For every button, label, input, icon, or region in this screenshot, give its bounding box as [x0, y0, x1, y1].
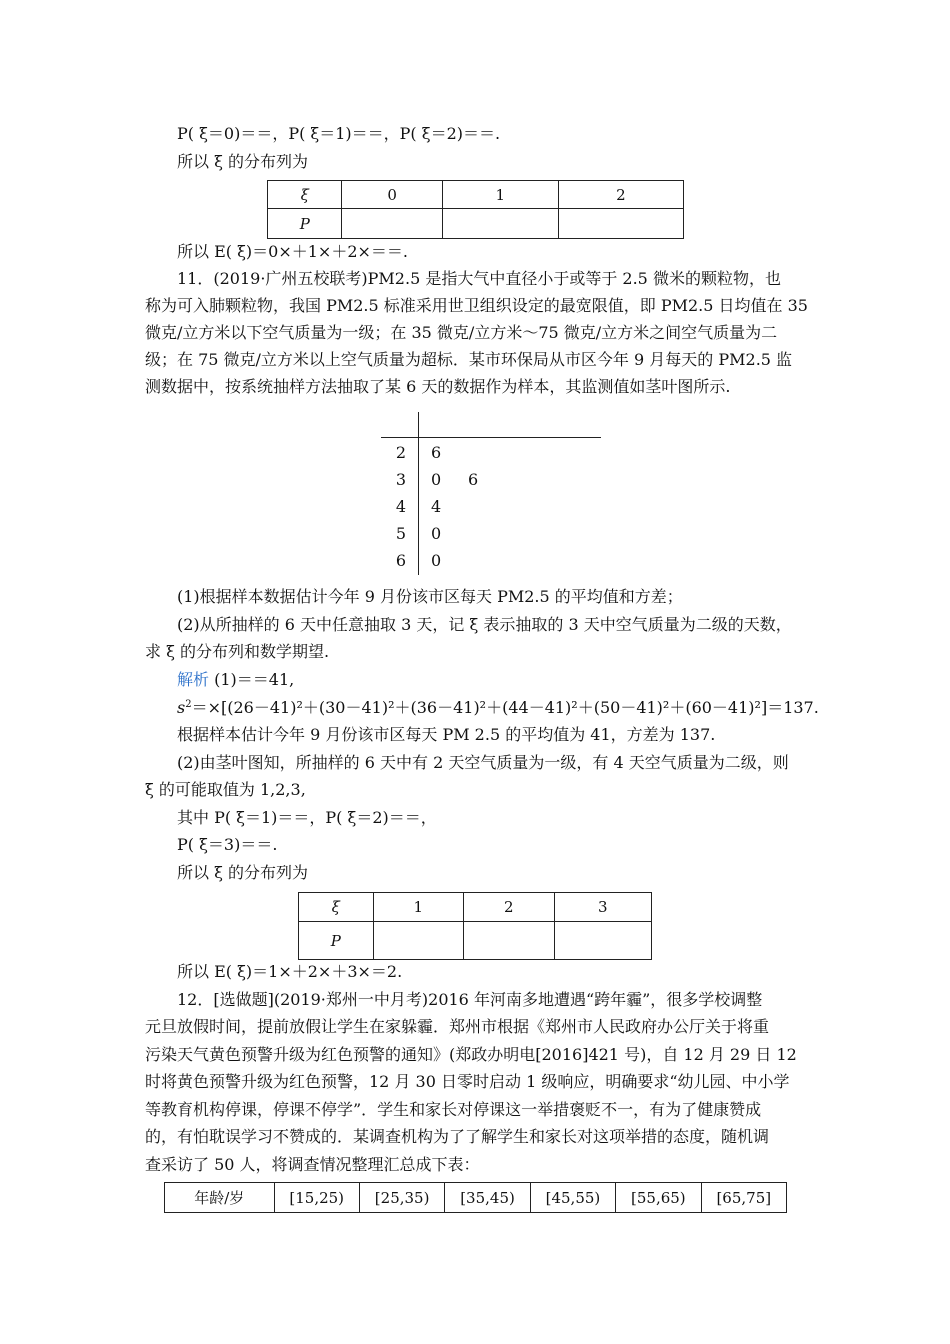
estimate-line: 根据样本估计今年 9 月份该市区每天 PM 2.5 的平均值为 41，方差为 137. — [177, 725, 716, 744]
leaf-value: 0 — [431, 551, 442, 570]
question-1: (1)根据样本数据估计今年 9 月份该市区每天 PM2.5 的平均值和方差； — [177, 587, 683, 606]
leaf-value: 0 — [431, 470, 442, 489]
leaf-value: 0 — [431, 524, 442, 543]
problem-12-line: 12．[选做题](2019·郑州一中月考)2016 年河南多地遭遇“跨年霾”，很多学校调整 — [177, 990, 763, 1009]
problem-11-line: 级；在 75 微克/立方米以上空气质量为超标．某市环保局从市区今年 9 月每天的 PM2.5 监 — [145, 350, 793, 369]
problem-12-line: 的，有怕耽误学习不赞成的．某调查机构为了了解学生和家长对这项举措的态度，随机调 — [145, 1127, 770, 1146]
table-header-cell: 1 — [442, 181, 558, 209]
question-2: (2)从所抽样的 6 天中任意抽取 3 天，记 ξ 表示抽取的 3 天中空气质量为二级的天数， — [177, 615, 792, 634]
stem-value: 6 — [395, 551, 407, 570]
problem-12-line: 等教育机构停课，停课不停学”．学生和家长对停课这一举措褒贬不一，有为了健康赞成 — [145, 1100, 762, 1119]
leaf-value: 4 — [431, 497, 442, 516]
solution-2-line: (2)由茎叶图知，所抽样的 6 天中有 2 天空气质量为一级，有 4 天空气质量为二级，则 — [177, 753, 789, 772]
stem-value: 5 — [395, 524, 407, 543]
distribution-intro: 所以 ξ 的分布列为 — [177, 152, 308, 171]
table-cell — [558, 209, 683, 239]
problem-12-line: 元旦放假时间，提前放假让学生在家躲霾．郑州市根据《郑州市人民政府办公厅关于将重 — [145, 1017, 770, 1036]
age-range-cell: [25,35) — [359, 1183, 444, 1213]
age-range-cell: [35,45) — [445, 1183, 530, 1213]
table-cell — [342, 209, 442, 239]
stem-leaf-axis-horizontal — [381, 437, 601, 438]
table-header-cell: 1 — [373, 893, 463, 922]
problem-12-line: 时将黄色预警升级为红色预警，12 月 30 日零时启动 1 级响应，明确要求“幼儿园、中小学 — [145, 1072, 790, 1091]
solution-line-1 — [177, 670, 294, 690]
solution-2-line: P( ξ＝3)＝＝. — [177, 835, 278, 854]
problem-12-line: 污染天气黄色预警升级为红色预警的通知》(郑政办明电[2016]421 号)，自 12 月 29 日 12 — [145, 1045, 797, 1064]
age-range-cell: [55,65) — [616, 1183, 701, 1213]
table-header-cell: 0 — [342, 181, 442, 209]
age-table-label: 年龄/岁 — [165, 1183, 275, 1213]
probability-line: P( ξ＝0)＝＝，P( ξ＝1)＝＝，P( ξ＝2)＝＝. — [177, 124, 501, 143]
problem-11-line: 测数据中，按系统抽样方法抽取了某 6 天的数据作为样本，其监测值如茎叶图所示. — [145, 377, 731, 396]
variance-formula: ＝×[(26－41)²＋(30－41)²＋(36－41)²＋(44－41)²＋(50－41)²＋(60－41)²]＝137. — [191, 698, 819, 717]
stem-leaf-axis-vertical — [418, 412, 419, 575]
problem-11-line: 称为可入肺颗粒物，我国 PM2.5 标准采用世卫组织设定的最宽限值，即 PM2.5 日均值在 35 — [145, 296, 808, 315]
stem-value: 3 — [395, 470, 407, 489]
table-cell — [373, 922, 463, 960]
age-range-cell: [65,75] — [701, 1183, 786, 1213]
table-row-label: P — [299, 922, 374, 960]
variance-symbol: s — [177, 698, 186, 717]
solution-2-line: ξ 的可能取值为 1,2,3, — [145, 780, 306, 799]
stem-value: 4 — [395, 497, 407, 516]
problem-11-line: 微克/立方米以下空气质量为一级；在 35 微克/立方米～75 微克/立方米之间空气质量为二 — [145, 323, 778, 342]
table-header-cell: 2 — [558, 181, 683, 209]
solution-mean: (1)＝＝41, — [214, 670, 295, 689]
question-2-continued: 求 ξ 的分布列和数学期望. — [145, 642, 330, 661]
solution-2-line: 其中 P( ξ＝1)＝＝，P( ξ＝2)＝＝， — [177, 808, 437, 827]
problem-11-line: 11．(2019·广州五校联考)PM2.5 是指大气中直径小于或等于 2.5 微米的颗粒物，也 — [177, 269, 781, 288]
table-cell — [442, 209, 558, 239]
age-range-cell: [45,55) — [530, 1183, 615, 1213]
distribution-intro: 所以 ξ 的分布列为 — [177, 863, 308, 882]
solution-label: 解析 — [177, 670, 210, 689]
leaf-value: 6 — [431, 443, 442, 462]
problem-12-line: 查采访了 50 人，将调查情况整理汇总成下表： — [145, 1155, 480, 1174]
variance-line — [177, 698, 819, 718]
variance-exponent: 2 — [185, 699, 192, 710]
stem-value: 2 — [395, 443, 407, 462]
expectation-line: 所以 E( ξ)＝1×＋2×＋3×＝2. — [177, 962, 403, 981]
leaf-value: 6 — [468, 470, 479, 489]
age-range-cell: [15,25) — [274, 1183, 359, 1213]
distribution-table-2 — [298, 892, 652, 960]
table-header-cell: 3 — [554, 893, 651, 922]
table-header-cell: ξ — [299, 893, 374, 922]
table-cell — [464, 922, 554, 960]
table-header-cell: 2 — [464, 893, 554, 922]
table-row-label: P — [268, 209, 342, 239]
table-cell — [554, 922, 651, 960]
table-header-cell: ξ — [268, 181, 342, 209]
age-table — [164, 1182, 787, 1213]
expectation-line: 所以 E( ξ)＝0×＋1×＋2×＝＝. — [177, 242, 408, 261]
distribution-table-1 — [267, 180, 684, 239]
